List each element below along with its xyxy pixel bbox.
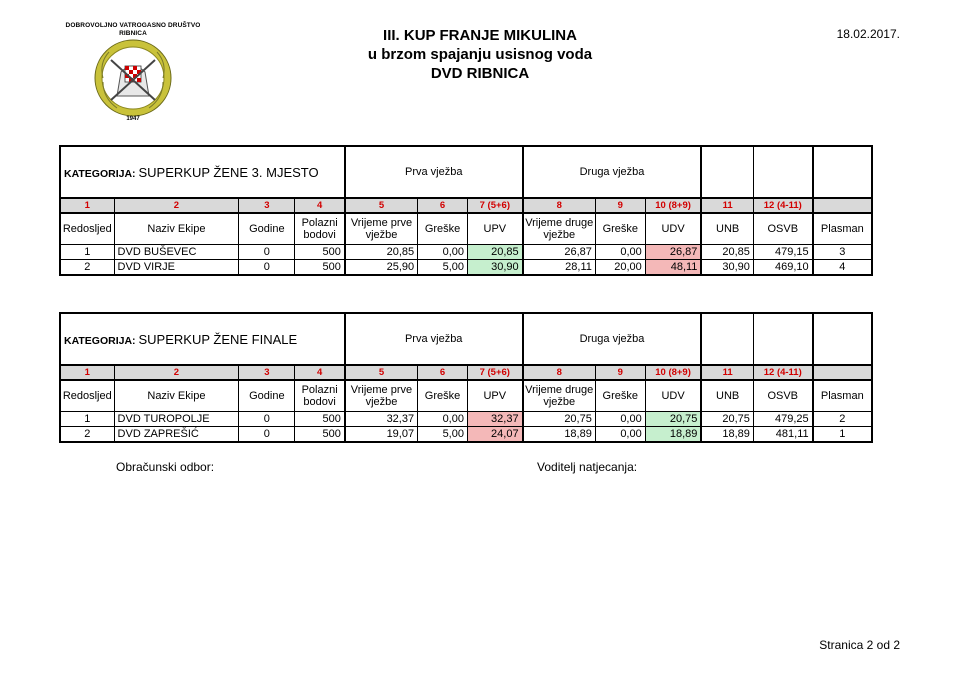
signature-right-label: Voditelj natjecanja: [537, 460, 638, 474]
table-row [60, 412, 872, 427]
column-header-team-name: Naziv Ekipe [114, 380, 239, 412]
cell-osvb: 479,25 [753, 412, 812, 427]
cell-first-exercise-time: 32,37 [345, 412, 418, 427]
org-logo [58, 22, 208, 126]
cell-start-points: 500 [295, 412, 345, 427]
column-number-second-exercise-time: 8 [523, 198, 596, 213]
header-blank-cell [753, 313, 812, 365]
category-name: SUPERKUP ŽENE FINALE [138, 331, 298, 347]
cell-second-exercise-time: 28,11 [523, 260, 596, 276]
cell-unb: 20,75 [701, 412, 753, 427]
header-blank-cell [813, 146, 872, 198]
column-number-start-points: 4 [295, 365, 345, 380]
column-header-first-exercise-time: Vrijeme prve vježbe [345, 380, 418, 412]
column-header-udv: UDV [645, 213, 701, 245]
cell-unb: 30,90 [701, 260, 753, 276]
cell-years: 0 [239, 427, 295, 443]
title-line-1: III. KUP FRANJE MIKULINA [383, 27, 577, 44]
column-number-udv: 10 (8+9) [645, 198, 701, 213]
cell-upv: 30,90 [468, 260, 523, 276]
cell-udv: 18,89 [645, 427, 701, 443]
header-blank-cell [753, 146, 812, 198]
cell-team-name: DVD VIRJE [114, 260, 239, 276]
page-title [300, 26, 660, 83]
column-header-unb: UNB [701, 380, 753, 412]
cell-years: 0 [239, 260, 295, 276]
column-number-upv: 7 (5+6) [468, 198, 523, 213]
category-name: SUPERKUP ŽENE 3. MJESTO [138, 164, 319, 180]
column-number-osvb: 12 (4-11) [753, 365, 812, 380]
cell-team-name: DVD TUROPOLJE [114, 412, 239, 427]
group-second-exercise: Druga vježba [523, 313, 702, 365]
column-header-osvb: OSVB [753, 213, 812, 245]
column-number-first-exercise-time: 5 [345, 365, 418, 380]
table-row [60, 260, 872, 276]
cell-first-exercise-time: 20,85 [345, 245, 418, 260]
column-header-first-exercise-time: Vrijeme prve vježbe [345, 213, 418, 245]
column-header-placement: Plasman [813, 380, 872, 412]
column-header-first-errors: Greške [418, 213, 468, 245]
column-number-years: 3 [239, 365, 295, 380]
column-header-second-exercise-time: Vrijeme druge vježbe [523, 213, 596, 245]
category-label: KATEGORIJA: [64, 334, 136, 347]
cell-team-name: DVD ZAPREŠIĆ [114, 427, 239, 443]
group-first-exercise: Prva vježba [345, 146, 523, 198]
column-header-rank-order: Redosljed [60, 380, 114, 412]
column-header-start-points: Polazni bodovi [295, 213, 345, 245]
title-line-3: DVD RIBNICA [430, 65, 530, 82]
column-header-osvb: OSVB [753, 380, 812, 412]
cell-osvb: 469,10 [753, 260, 812, 276]
header-blank-cell [701, 146, 753, 198]
signature-left-label: Obračunski odbor: [116, 460, 215, 474]
column-number-team-name: 2 [114, 198, 239, 213]
cell-first-exercise-time: 25,90 [345, 260, 418, 276]
column-header-first-errors: Greške [418, 380, 468, 412]
cell-placement: 3 [813, 245, 872, 260]
column-header-upv: UPV [468, 213, 523, 245]
cell-osvb: 479,15 [753, 245, 812, 260]
cell-years: 0 [239, 412, 295, 427]
column-header-second-exercise-time: Vrijeme druge vježbe [523, 380, 596, 412]
cell-second-errors: 0,00 [595, 245, 645, 260]
category-cell [60, 146, 345, 198]
cell-second-exercise-time: 18,89 [523, 427, 596, 443]
cell-years: 0 [239, 245, 295, 260]
cell-start-points: 500 [295, 260, 345, 276]
org-place: RIBNICA [119, 30, 147, 37]
column-header-team-name: Naziv Ekipe [114, 213, 239, 245]
org-name: DOBROVOLJNO VATROGASNO DRUŠTVO [65, 22, 201, 29]
cell-first-exercise-time: 19,07 [345, 427, 418, 443]
cell-placement: 4 [813, 260, 872, 276]
column-number-first-errors: 6 [418, 198, 468, 213]
column-number-first-exercise-time: 5 [345, 198, 418, 213]
column-header-placement: Plasman [813, 213, 872, 245]
cell-start-points: 500 [295, 427, 345, 443]
column-header-second-errors: Greške [595, 213, 645, 245]
column-number-start-points: 4 [295, 198, 345, 213]
cell-start-points: 500 [295, 245, 345, 260]
cell-rank-order: 2 [60, 427, 114, 443]
cell-upv: 24,07 [467, 427, 522, 443]
column-number-upv: 7 (5+6) [467, 365, 522, 380]
column-header-unb: UNB [701, 213, 753, 245]
results-table [59, 312, 873, 443]
cell-second-errors: 0,00 [595, 412, 645, 427]
results-table [59, 145, 873, 276]
cell-osvb: 481,11 [753, 427, 812, 443]
cell-unb: 20,85 [701, 245, 753, 260]
org-year: 1947 [126, 116, 140, 122]
fire-brigade-emblem-icon [93, 38, 173, 118]
column-number-unb: 11 [701, 365, 753, 380]
column-header-second-errors: Greške [595, 380, 645, 412]
page-number: Stranica 2 od 2 [819, 638, 900, 652]
cell-second-errors: 0,00 [595, 427, 645, 443]
column-number-team-name: 2 [114, 365, 239, 380]
cell-first-errors: 5,00 [418, 427, 468, 443]
cell-unb: 18,89 [701, 427, 753, 443]
column-header-udv: UDV [645, 380, 701, 412]
header-blank-cell [701, 313, 753, 365]
column-number-rank-order: 1 [60, 198, 114, 213]
cell-first-errors: 0,00 [418, 245, 468, 260]
column-header-start-points: Polazni bodovi [295, 380, 345, 412]
category-cell [60, 313, 345, 365]
cell-placement: 1 [813, 427, 872, 443]
cell-rank-order: 2 [60, 260, 114, 276]
column-number-first-errors: 6 [418, 365, 468, 380]
table-row [60, 427, 872, 443]
cell-first-errors: 5,00 [418, 260, 468, 276]
column-number-second-errors: 9 [595, 198, 645, 213]
title-line-2: u brzom spajanju usisnog voda [367, 46, 593, 63]
cell-upv: 20,85 [468, 245, 523, 260]
category-label: KATEGORIJA: [64, 167, 136, 180]
cell-team-name: DVD BUŠEVEC [114, 245, 239, 260]
cell-second-exercise-time: 20,75 [523, 412, 596, 427]
cell-udv: 26,87 [645, 245, 701, 260]
cell-second-errors: 20,00 [595, 260, 645, 276]
column-number-unb: 11 [701, 198, 753, 213]
column-header-upv: UPV [467, 380, 522, 412]
column-header-rank-order: Redosljed [60, 213, 114, 245]
cell-second-exercise-time: 26,87 [523, 245, 596, 260]
group-second-exercise: Druga vježba [523, 146, 702, 198]
column-number-placement [813, 365, 872, 380]
column-number-osvb: 12 (4-11) [753, 198, 812, 213]
document-date: 18.02.2017. [836, 27, 900, 41]
cell-upv: 32,37 [467, 412, 522, 427]
column-number-rank-order: 1 [60, 365, 114, 380]
cell-udv: 48,11 [645, 260, 701, 276]
cell-first-errors: 0,00 [418, 412, 468, 427]
header-blank-cell [813, 313, 872, 365]
column-number-udv: 10 (8+9) [645, 365, 701, 380]
cell-rank-order: 1 [60, 245, 114, 260]
cell-placement: 2 [813, 412, 872, 427]
column-number-second-errors: 9 [595, 365, 645, 380]
column-number-second-exercise-time: 8 [523, 365, 596, 380]
cell-udv: 20,75 [645, 412, 701, 427]
column-header-years: Godine [239, 380, 295, 412]
column-number-years: 3 [239, 198, 295, 213]
table-row [60, 245, 872, 260]
column-number-placement [813, 198, 872, 213]
column-header-years: Godine [239, 213, 295, 245]
cell-rank-order: 1 [60, 412, 114, 427]
group-first-exercise: Prva vježba [345, 313, 523, 365]
